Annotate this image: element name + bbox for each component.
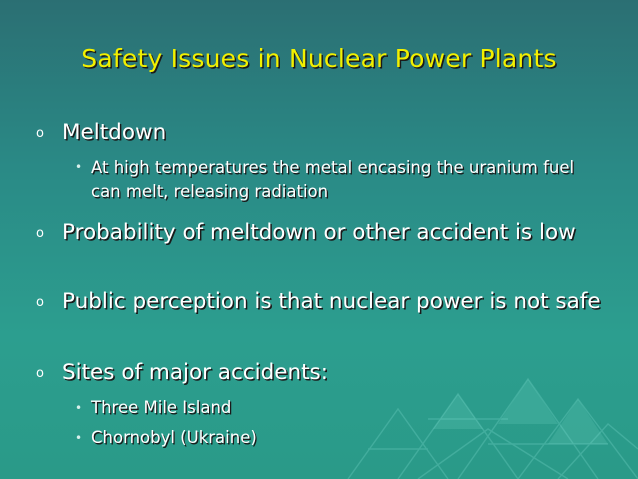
- sub-bullet-high-temperatures: At high temperatures the metal encasing the uranium fuel can melt, releasing radiation: [91, 158, 575, 201]
- bullet-marker: o: [36, 366, 44, 381]
- slide-title: Safety Issues in Nuclear Power Plants: [81, 44, 557, 73]
- sub-bullet-marker: •: [75, 160, 83, 174]
- bullet-meltdown: Meltdown: [62, 120, 167, 145]
- bullet-marker: o: [36, 126, 44, 141]
- bullet-marker: o: [36, 226, 44, 241]
- sub-bullet-marker: •: [75, 431, 83, 445]
- sub-bullet-marker: •: [75, 401, 83, 415]
- bullet-marker: o: [36, 295, 44, 310]
- bullet-public-perception: Public perception is that nuclear power is not safe: [62, 289, 601, 314]
- bullet-sites: Sites of major accidents:: [62, 360, 328, 385]
- bullet-probability: Probability of meltdown or other accident is low: [62, 220, 576, 245]
- sub-bullet-chornobyl: Chornobyl (Ukraine): [91, 428, 257, 447]
- sub-bullet-three-mile-island: Three Mile Island: [91, 398, 232, 417]
